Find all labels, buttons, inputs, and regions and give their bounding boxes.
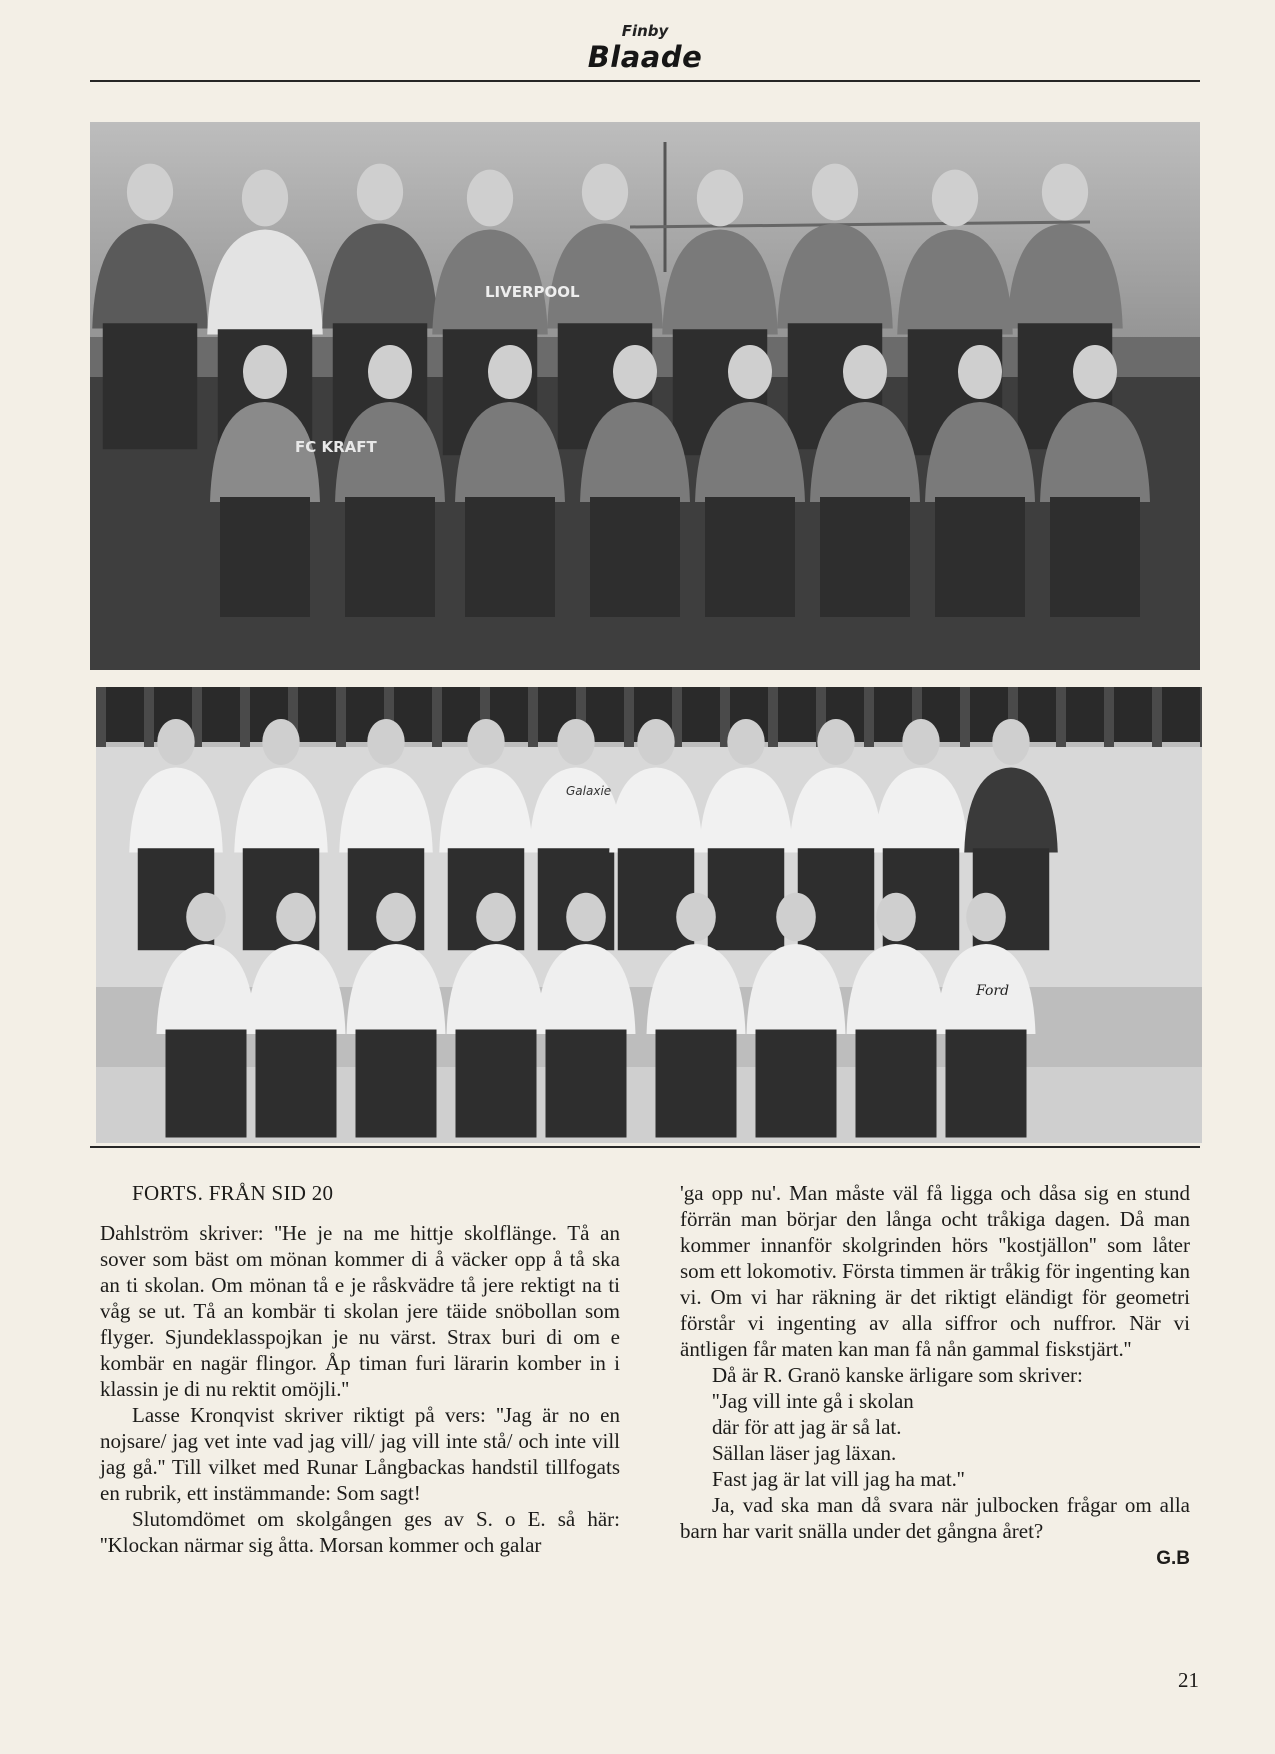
article-paragraph: 'ga opp nu'. Man måste väl få ligga och dåsa sig en stund förrän man börjar den långa ocht tråkiga dagen. Då man kommer innanför skolgrinden hörs ''kostjällon'' som låter som ett lokomotiv. Första timmen är tråkig för ingenting kan vi. Om vi har räkning är det riktigt eländigt för geometri förstår vi ingenting av alla siffror och nuffror. När vi äntligen får maten kan man få nån gammal fiskstjärt.'' <box>680 1181 1190 1361</box>
football-team-photo <box>90 122 1200 670</box>
verse-line: där för att jag är så lat. <box>712 1415 902 1439</box>
shirt-text-galaxie: Galaxie <box>566 784 612 798</box>
shirt-text-fc-kraft: FC KRAFT <box>295 438 377 456</box>
page-number: 21 <box>1178 1668 1199 1692</box>
top-rule <box>90 80 1200 82</box>
verse-line: Sällan läser jag läxan. <box>712 1441 897 1465</box>
verse-line: ''Jag vill inte gå i skolan <box>712 1389 914 1413</box>
masthead-line1: Finby <box>621 22 669 40</box>
verse-line: Fast jag är lat vill jag ha mat.'' <box>712 1467 965 1491</box>
article-paragraph: Ja, vad ska man då svara när julbocken frågar om alla barn har varit snälla under det gångna året? <box>680 1493 1190 1543</box>
masthead-title: Blaade <box>587 40 703 74</box>
mid-rule <box>90 1146 1200 1148</box>
shirt-text-ford: Ford <box>976 983 1010 999</box>
kneeling-hockey-players <box>157 893 1036 1138</box>
article-paragraph: Slutomdömet om skolgången ges av S. o E. så här: ''Klockan närmar sig åtta. Morsan kommer och galar <box>100 1507 620 1557</box>
masthead <box>90 18 1200 80</box>
hockey-team-photo <box>96 687 1202 1143</box>
author-signature: G.B <box>1156 1548 1190 1569</box>
article-left-column <box>100 1180 620 1558</box>
article-right-column <box>680 1180 1190 1572</box>
continued-from-note: FORTS. FRÅN SID 20 <box>132 1181 334 1205</box>
shirt-text-liverpool: LIVERPOOL <box>485 283 580 301</box>
article-paragraph: Dahlström skriver: ''He je na me hittje skolflänge. Tå an sover som bäst om mönan kommer di å väcker opp å tå ska an ti skolan. Om mönan tå e je råskvädre tå jere rektigt na ti våg se ut. Tå an kombär ti skolan jere täide snöbollan som flyger. Sjundeklasspojkan je nu värst. Strax buri di om e kombär en nagär flingor. Åp timan furi lärarin komber in i klassin je di nu rektit omöjli.'' <box>100 1221 620 1401</box>
article-paragraph: Då är R. Granö kanske ärligare som skriver: <box>712 1363 1083 1387</box>
article-paragraph: Lasse Kronqvist skriver riktigt på vers: ''Jag är no en nojsare/ jag vet inte vad jag vill/ jag vill inte stå/ och inte vill jag gå.'' Till vilket med Runar Långbackas handstil tillfogats en rubrik, ett instämmande: Som sagt! <box>100 1403 620 1505</box>
